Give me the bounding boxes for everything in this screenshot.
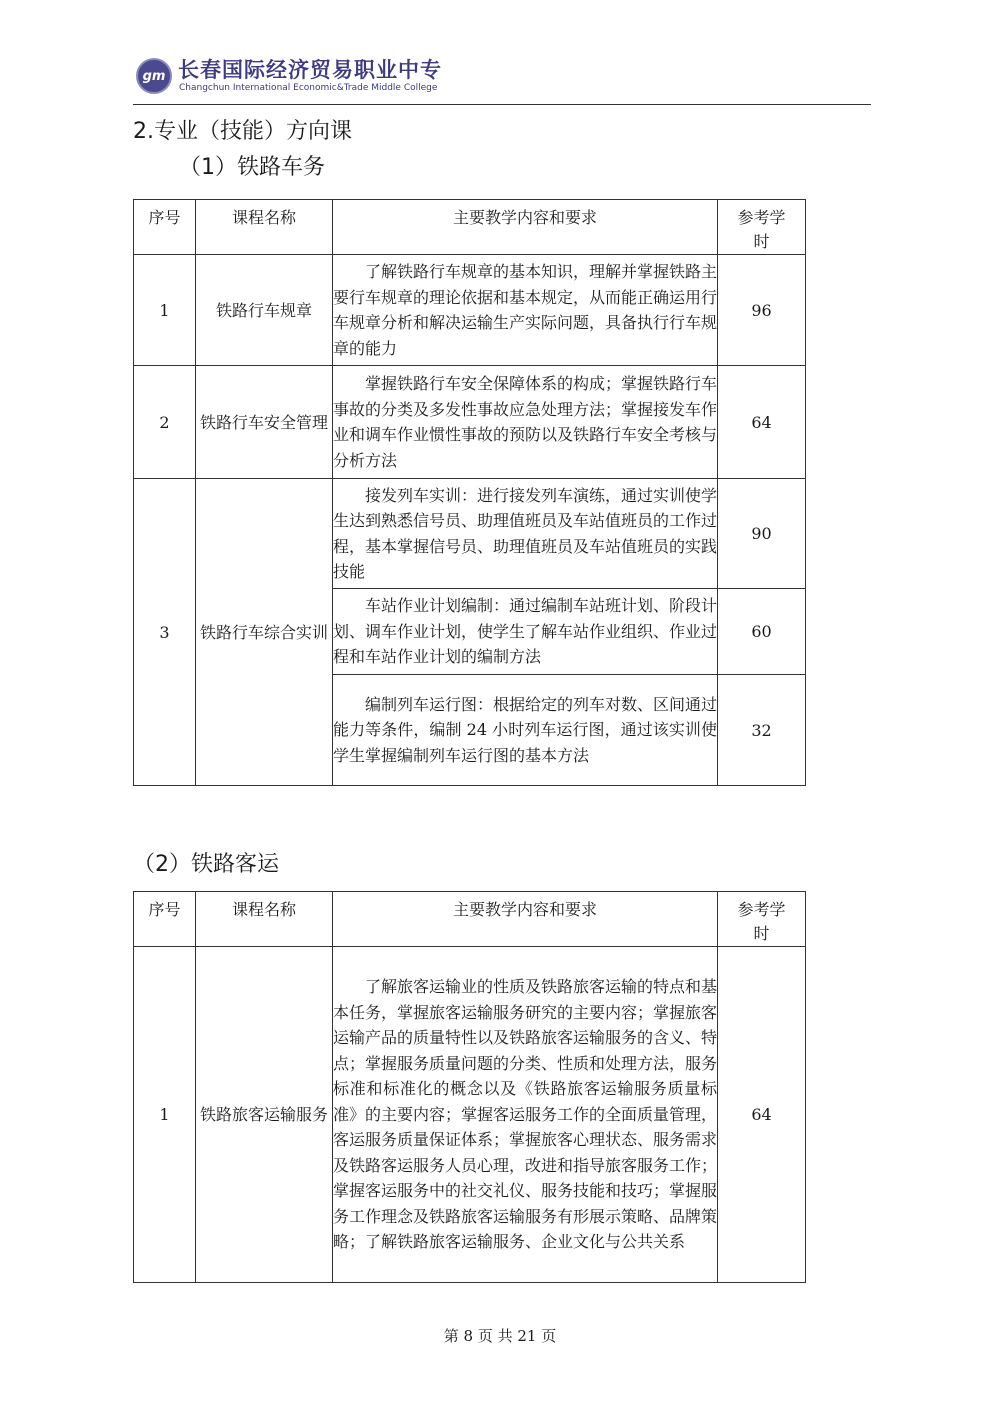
course-hours: 64 bbox=[718, 947, 806, 1283]
course-name: 铁路行车安全管理 bbox=[196, 366, 333, 479]
header-hours: 参考学时 bbox=[718, 200, 806, 255]
course-content bbox=[333, 255, 718, 366]
subsection-title-passenger-transport: （2）铁路客运 bbox=[133, 852, 279, 877]
header-content: 主要教学内容和要求 bbox=[333, 892, 718, 947]
header-course-name: 课程名称 bbox=[196, 200, 333, 255]
course-content bbox=[333, 366, 718, 479]
table-row bbox=[134, 947, 806, 1283]
school-logo: gm bbox=[136, 58, 172, 94]
subsection-title-railway-operations: （1）铁路车务 bbox=[179, 155, 325, 180]
page-header bbox=[133, 52, 871, 104]
row-no: 1 bbox=[134, 255, 196, 366]
course-name: 铁路行车规章 bbox=[196, 255, 333, 366]
header-hours: 参考学时 bbox=[718, 892, 806, 947]
course-name: 铁路旅客运输服务 bbox=[196, 947, 333, 1283]
table-row bbox=[134, 479, 806, 589]
course-content bbox=[333, 589, 718, 675]
course-table-passenger-transport bbox=[133, 891, 806, 1283]
content-text: 了解铁路行车规章的基本知识，理解并掌握铁路主要行车规章的理论依据和基本规定，从而能正确运用行车规章分析和解决运输生产实际问题，具备执行行车规章的能力 bbox=[333, 262, 718, 358]
header-no: 序号 bbox=[134, 200, 196, 255]
header-no: 序号 bbox=[134, 892, 196, 947]
course-content bbox=[333, 947, 718, 1283]
section-title: 2.专业（技能）方向课 bbox=[133, 119, 352, 144]
header-divider bbox=[133, 104, 871, 105]
content-text: 车站作业计划编制：通过编制车站班计划、阶段计划、调车作业计划，使学生了解车站作业组织、作业过程和车站作业计划的编制方法 bbox=[333, 596, 718, 667]
page-number: 第 8 页 共 21 页 bbox=[443, 1327, 557, 1345]
row-no: 3 bbox=[134, 479, 196, 786]
course-content bbox=[333, 675, 718, 786]
course-hours: 90 bbox=[718, 479, 806, 589]
course-hours: 32 bbox=[718, 675, 806, 786]
course-name: 铁路行车综合实训 bbox=[196, 479, 333, 786]
header-course-name: 课程名称 bbox=[196, 892, 333, 947]
table-row bbox=[134, 366, 806, 479]
table-row bbox=[134, 255, 806, 366]
table-header-row bbox=[134, 892, 806, 947]
course-hours: 60 bbox=[718, 589, 806, 675]
course-hours: 96 bbox=[718, 255, 806, 366]
row-no: 2 bbox=[134, 366, 196, 479]
course-table-railway-operations bbox=[133, 199, 806, 786]
row-no: 1 bbox=[134, 947, 196, 1283]
content-text: 编制列车运行图：根据给定的列车对数、区间通过能力等条件，编制 24 小时列车运行图，通过该实训使学生掌握编制列车运行图的基本方法 bbox=[333, 694, 718, 765]
content-text: 掌握铁路行车安全保障体系的构成；掌握铁路行车事故的分类及多发性事故应急处理方法；掌握接发车作业和调车作业惯性事故的预防以及铁路行车安全考核与分析方法 bbox=[333, 374, 718, 470]
school-name-en: Changchun International Economic&Trade Middle College bbox=[179, 83, 438, 93]
course-content bbox=[333, 479, 718, 589]
table-header-row bbox=[134, 200, 806, 255]
content-text: 接发列车实训：进行接发列车演练，通过实训使学生达到熟悉信号员、助理值班员及车站值班员的工作过程，基本掌握信号员、助理值班员及车站值班员的实践技能 bbox=[333, 485, 718, 581]
course-hours: 64 bbox=[718, 366, 806, 479]
school-name-cn: 长春国际经济贸易职业中专 bbox=[178, 58, 442, 82]
header-content: 主要教学内容和要求 bbox=[333, 200, 718, 255]
content-text: 了解旅客运输业的性质及铁路旅客运输的特点和基本任务，掌握旅客运输服务研究的主要内容；掌握旅客运输产品的质量特性以及铁路旅客运输服务的含义、特点；掌握服务质量问题的分类、性质和处理方法，服务标准和标准化的概念以及《铁路旅客运输服务质量标准》的主要内容；掌握客运服务工作的全面质量管理，客运服务质量保证体系；掌握旅客心理状态、服务需求及铁路客运服务人员心理，改进和指导旅客服务工作；掌握客运服务中的社交礼仪、服务技能和技巧；掌握服务工作理念及铁路旅客运输服务有形展示策略、品牌策略；了解铁路旅客运输服务、企业文化与公共关系 bbox=[333, 977, 718, 1252]
